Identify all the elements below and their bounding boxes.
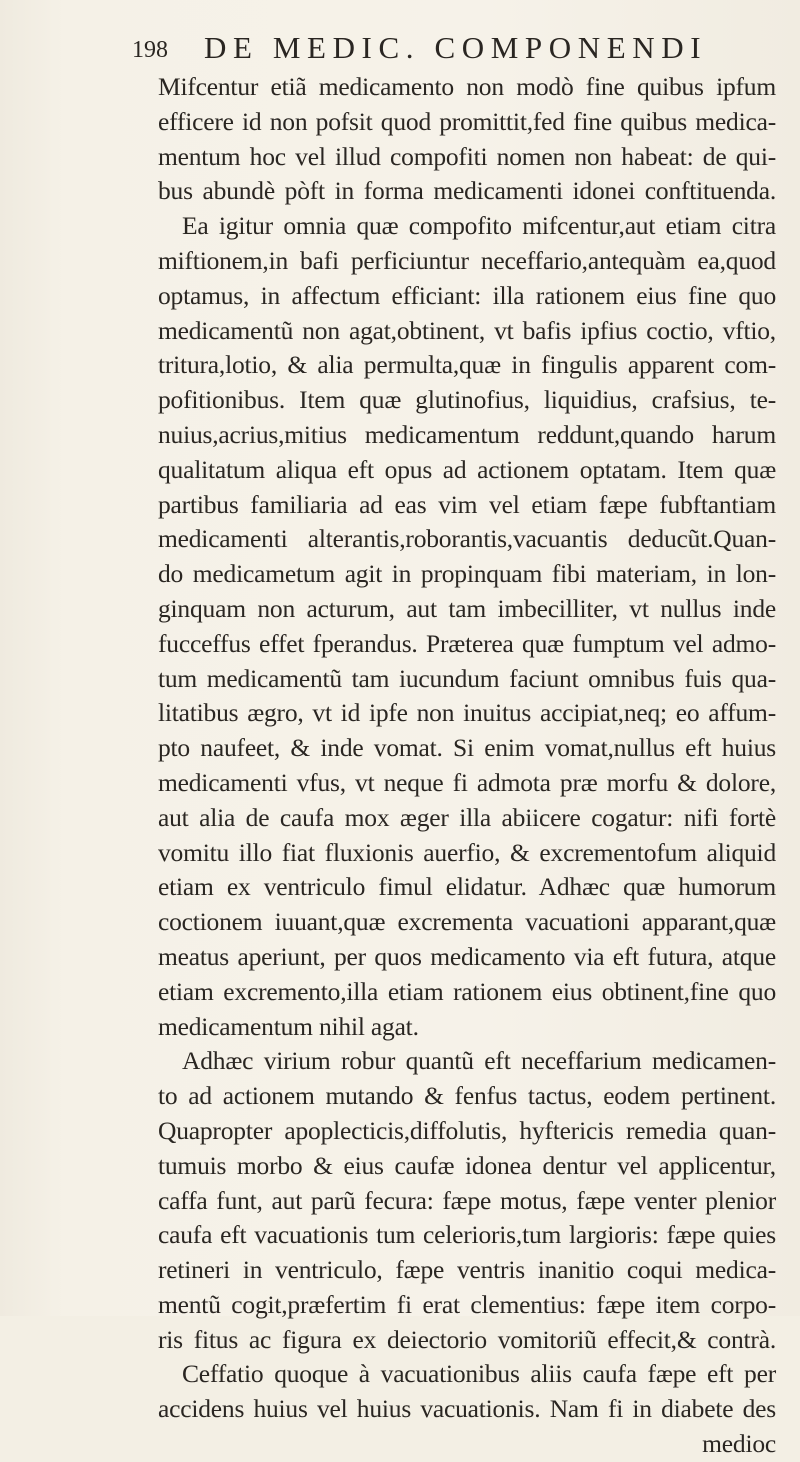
text-line: etiam ex ventriculo fimul elidatur. Adhæc quæ humorum (158, 872, 776, 902)
text-line: pto naufeet, & inde vomat. Si enim vomat,nullus eft huius (158, 733, 776, 763)
text-line: partibus familiaria ad eas vim vel etiam fæpe fubftantiam (158, 489, 776, 519)
text-line: bus abundè pòft in forma medicamenti idonei conftituenda. (158, 176, 776, 206)
text-line: medicamentum nihil agat. (158, 1011, 419, 1041)
text-line: etiam excremento,illa etiam rationem eius obtinent,fine quo (158, 976, 776, 1006)
text-line: aut alia de caufa mox æger illa abiicere cogatur: nifi fortè (158, 802, 776, 832)
text-line: Quapropter apoplecticis,diffolutis, hyftericis remedia quan- (158, 1115, 776, 1145)
text-line: medicamentũ non agat,obtinent, vt bafis ipfius coctio, vftio, (158, 315, 776, 345)
text-line: tumuis morbo & eius caufæ idonea dentur vel applicentur, (158, 1150, 776, 1180)
catchword: medioc (702, 1429, 776, 1459)
text-line: mentum hoc vel illud compofiti nomen non habeat: de qui- (158, 141, 776, 171)
text-line: Ea igitur omnia quæ compofito mifcentur,aut etiam citra (182, 211, 776, 241)
text-line: meatus aperiunt, per quos medicamento via eft futura, atque (158, 941, 776, 971)
body-text (158, 70, 776, 1462)
text-line: do medicametum agit in propinquam fibi materiam, in lon- (158, 559, 776, 589)
text-line: pofitionibus. Item quæ glutinofius, liquidius, crafsius, te- (158, 385, 776, 415)
text-line: to ad actionem mutando & fenfus tactus, eodem pertinent. (158, 1081, 776, 1111)
text-line: tum medicamentũ tam iucundum faciunt omnibus fuis qua- (158, 663, 776, 693)
text-line: efficere id non pofsit quod promittit,fed fine quibus medica- (158, 106, 776, 136)
text-line: optamus, in affectum efficiant: illa rationem eius fine quo (158, 280, 776, 310)
text-line: Ceffatio quoque à vacuationibus aliis caufa fæpe eft per (182, 1359, 776, 1389)
text-line: miftionem,in bafi perficiuntur neceffario,antequàm ea,quod (158, 245, 776, 275)
text-line: caufa eft vacuationis tum celerioris,tum largioris: fæpe quies (158, 1220, 776, 1250)
text-line: mentũ cogit,præfertim fi erat clementius: fæpe item corpo- (158, 1289, 776, 1319)
text-line: retineri in ventriculo, fæpe ventris inanitio coqui medica- (158, 1255, 776, 1285)
text-line: tritura,lotio, & alia permulta,quæ in fingulis apparent com- (158, 350, 776, 380)
running-title: DE MEDIC. COMPONENDI (204, 30, 708, 65)
text-line: accidens huius vel huius vacuationis. Nam fi in diabete des (158, 1394, 776, 1424)
text-line: coctionem iuuant,quæ excrementa vacuationi apparant,quæ (158, 907, 776, 937)
text-line: ris fitus ac figura ex deiectorio vomitoriũ effecit,& contrà. (158, 1324, 776, 1354)
text-line: nuius,acrius,mitius medicamentum reddunt,quando harum (158, 419, 776, 449)
text-line: qualitatum aliqua eft opus ad actionem optatam. Item quæ (158, 454, 776, 484)
text-line: ginquam non acturum, aut tam imbecilliter, vt nullus inde (158, 593, 776, 623)
text-line: caffa funt, aut parũ fecura: fæpe motus, fæpe venter plenior (158, 1185, 776, 1215)
running-head (132, 28, 772, 68)
text-line: Mifcentur etiã medicamento non modò fine quibus ipfum (158, 72, 776, 101)
text-line: fucceffus effet fperandus. Præterea quæ fumptum vel admo- (158, 628, 776, 658)
text-line: litatibus ægro, vt id ipfe non inuitus accipiat,neq; eo affum- (158, 698, 776, 728)
text-line: medicamenti alterantis,roborantis,vacuantis deducũt.Quan- (158, 524, 776, 554)
page-number: 198 (132, 37, 168, 63)
text-line: medicamenti vfus, vt neque fi admota præ morfu & dolore, (158, 767, 776, 797)
text-line: vomitu illo fiat fluxionis auerfio, & excrementofum aliquid (158, 837, 776, 867)
text-line: Adhæc virium robur quantũ eft neceffarium medicamen- (182, 1046, 776, 1076)
